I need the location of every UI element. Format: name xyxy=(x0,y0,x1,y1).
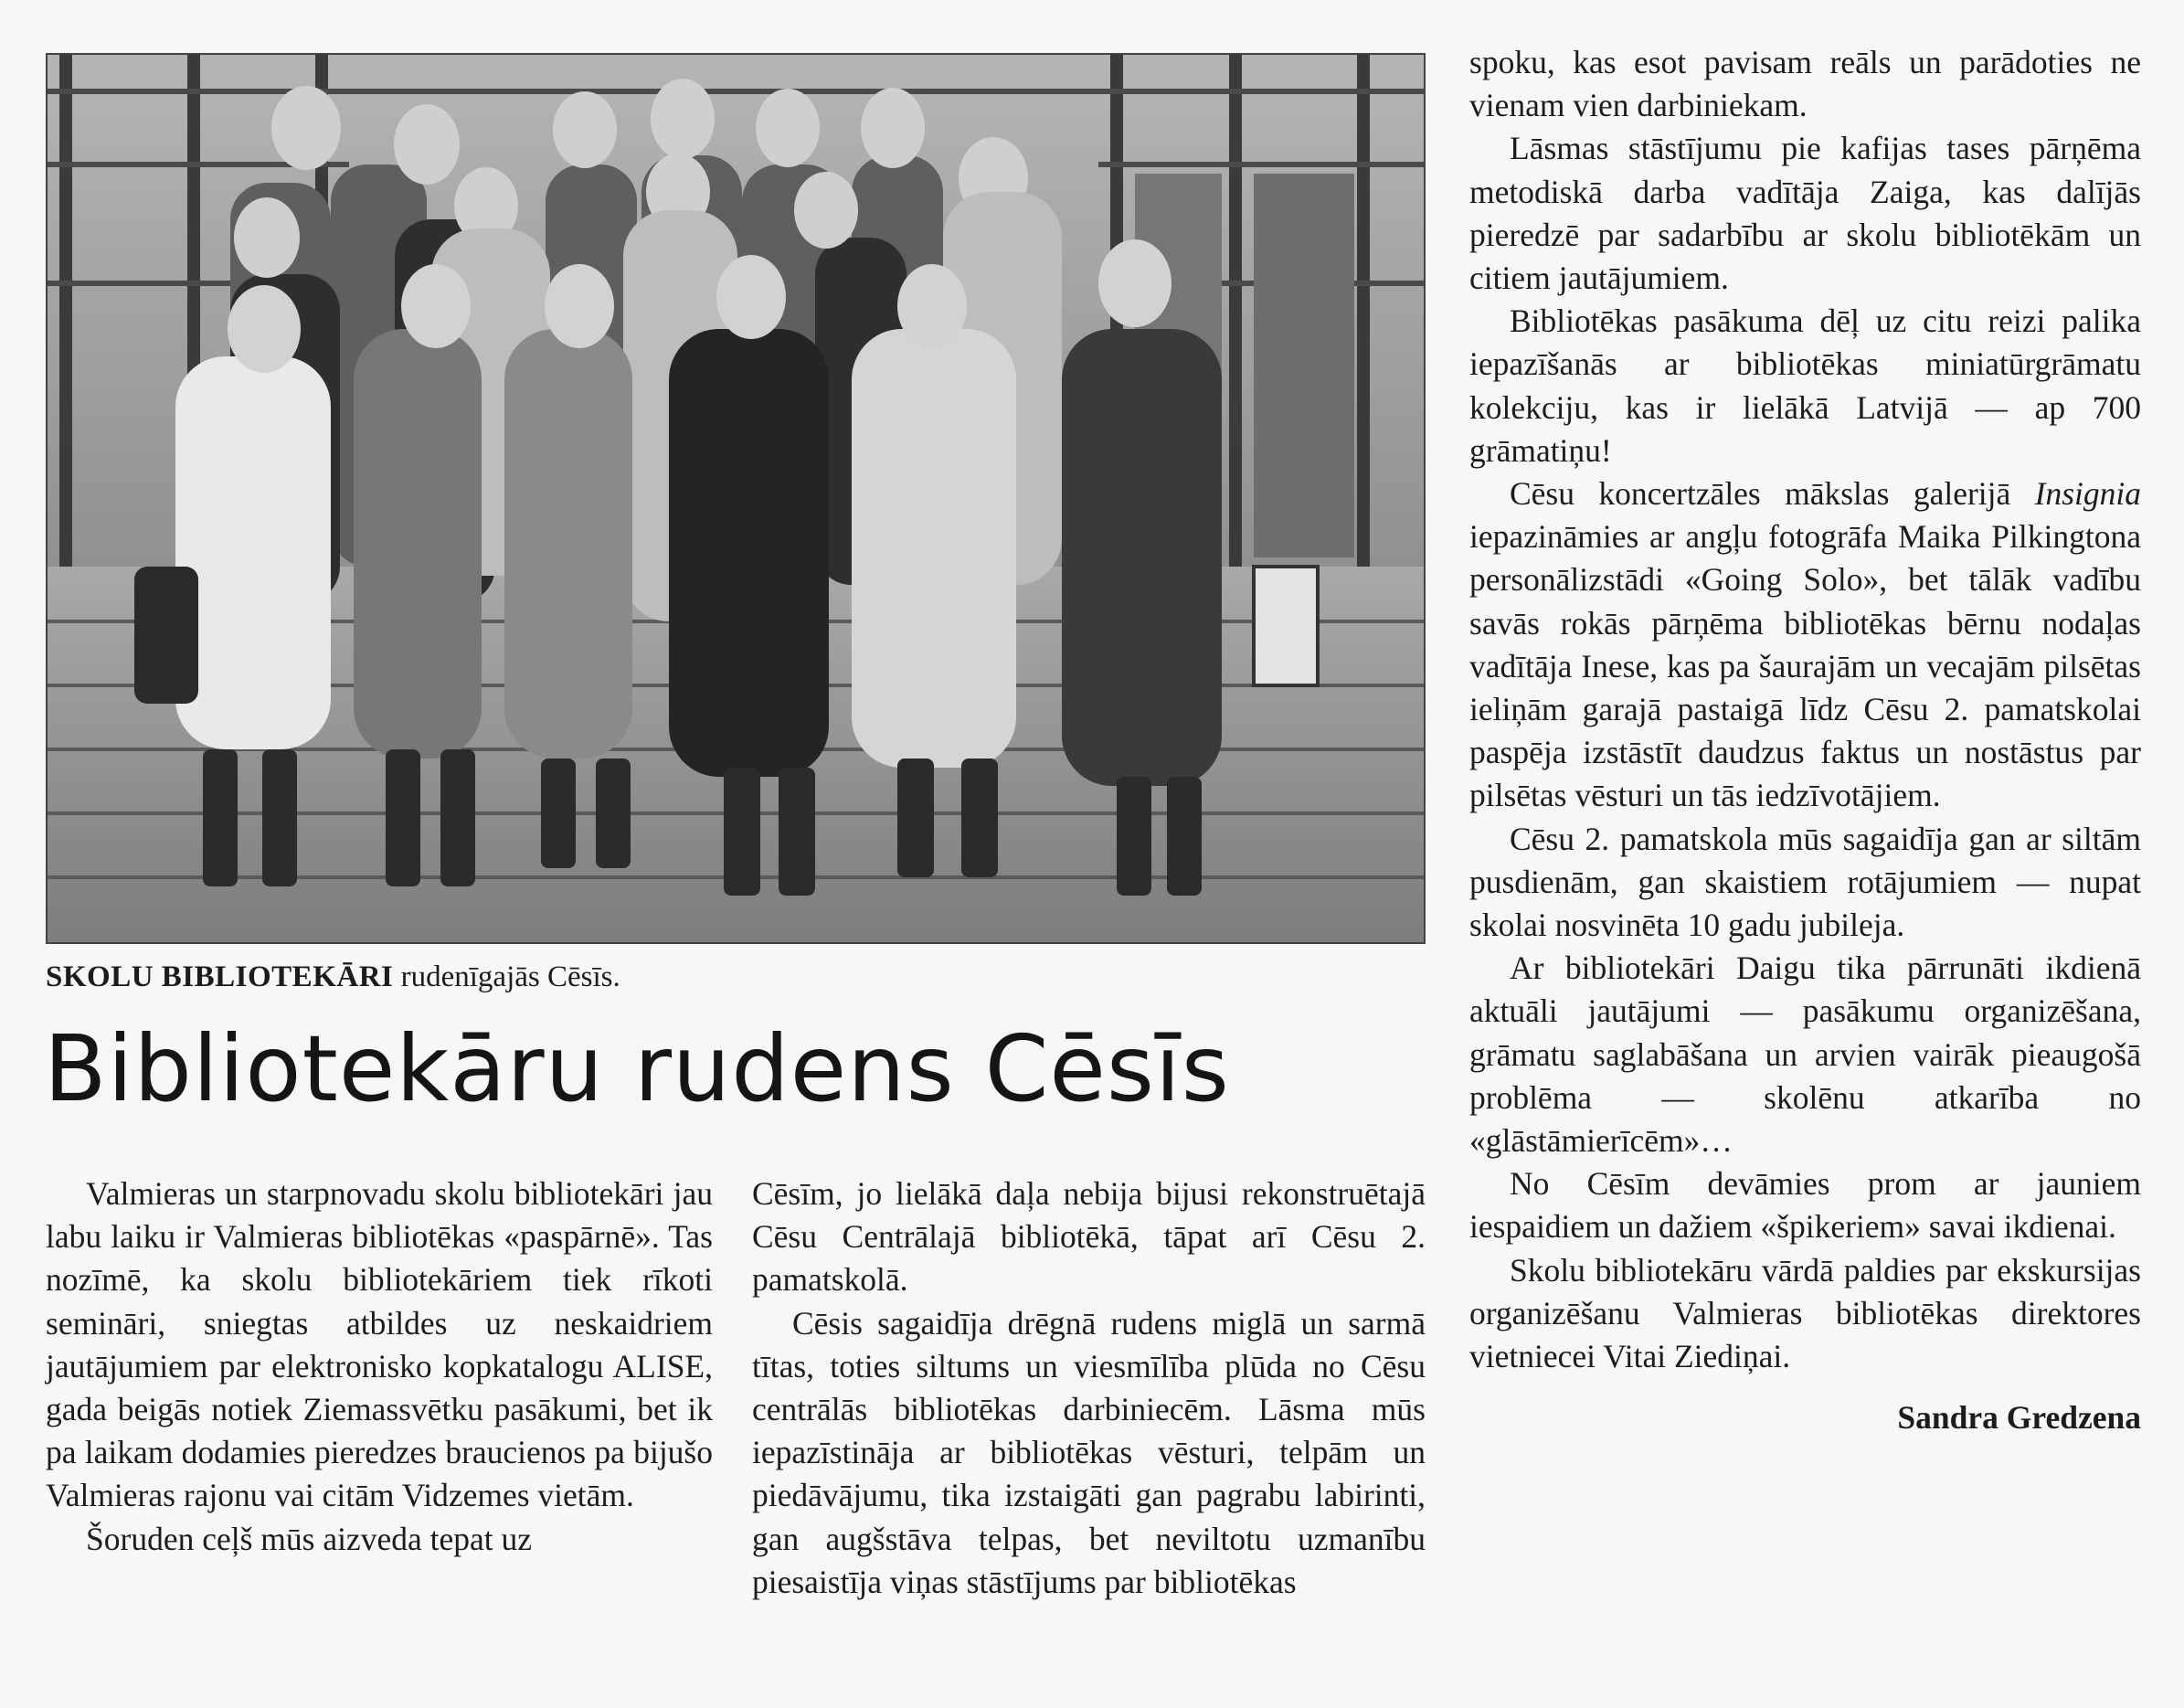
article-headline: Bibliotekāru rudens Cēsīs xyxy=(44,1015,1230,1122)
paragraph xyxy=(1469,472,2141,818)
article-column-2 xyxy=(752,1172,1426,1604)
text-span: iepazināmies ar angļu fotogrāfa Maika Pilkingtona personālizstādi «Going Solo», bet tālāk vadību savās rokās pārņēma bibliotēkas bērnu nodaļas vadītāja Inese, kas pa šaurajām un vecajām pilsētas ieliņām garajā pastaigā līdz Cēsu 2. pamatskolai paspēja izstāstīt daudzus faktus un nostāstus par pilsētas vēsturi un tās iedzīvotājiem. xyxy=(1469,518,2141,814)
paragraph: No Cēsīm devāmies prom ar jauniem iespaidiem un dažiem «špikeriem» savai ikdienai. xyxy=(1469,1165,2141,1246)
paragraph: Lāsmas stāstījumu pie kafijas tases pārņēma metodiskā darba vadītāja Zaiga, kas dalījās pieredzē par sadarbību ar skolu bibliotēkām un citiem jautājumiem. xyxy=(1469,130,2141,297)
paragraph: Cēsu 2. pamatskola mūs sagaidīja gan ar siltām pusdienām, gan skaistiem rotājumiem — nupat skolai nosvinēta 10 gadu jubileja. xyxy=(1469,820,2141,944)
author-signature: Sandra Gredzena xyxy=(1897,1399,2141,1437)
paragraph: Skolu bibliotekāru vārdā paldies par ekskursijas organizēšanu Valmieras bibliotēkas direktores vietniecei Vitai Ziediņai. xyxy=(1469,1251,2141,1375)
paragraph: Valmieras un starpnovadu skolu bibliotekāri jau labu laiku ir Valmieras bibliotēkas «paspārnē». Tas nozīmē, ka skolu bibliotekāriem tiek rīkoti semināri, sniegtas atbildes uz neskaidriem jautājumiem par elektronisko kopkatalogu ALISE, gada beigās notiek Ziemassvētku pasākumi, bet ik pa laikam dodamies pieredzes braucienos pa bijušo Valmieras rajonu vai citām Vidzemes vietām. xyxy=(46,1175,713,1514)
paragraph: Ar bibliotekāri Daigu tika pārrunāti ikdienā aktuāli jautājumi — pasākumu organizēšana, grāmatu saglabāšana un arvien vairāk pieaugošā problēma — skolēnu atkarība no «glāstāmierīcēm»… xyxy=(1469,949,2141,1160)
caption-bold: SKOLU BIBLIOTEKĀRI xyxy=(46,960,394,993)
paragraph: Cēsis sagaidīja drēgnā rudens miglā un sarmā tītas, toties siltums un viesmīlība plūda no Cēsu centrālās bibliotēkas darbiniecēm. Lāsma mūs iepazīstināja ar bibliotēkas vēsturi, telpām un piedāvājumu, tika izstaigāti gan pagrabu labirinti, gan augšstāva telpas, bet neviltotu uzmanību piesaistīja viņas stāstījums par bibliotēkas xyxy=(752,1304,1426,1600)
photo-caption xyxy=(46,957,1426,997)
article-column-1 xyxy=(46,1172,713,1561)
paragraph: spoku, kas esot pavisam reāls un parādoties ne vienam vien darbiniekam. xyxy=(1469,44,2141,124)
article-column-3 xyxy=(1469,41,2141,1440)
paragraph: Šoruden ceļš mūs aizveda tepat uz xyxy=(86,1520,532,1557)
caption-rest: rudenīgajās Cēsīs. xyxy=(393,960,620,993)
group-photo xyxy=(46,53,1426,944)
text-span: Cēsu koncertzāles mākslas galerijā xyxy=(1510,475,2035,513)
italic-title: Insignia xyxy=(2034,475,2141,513)
paragraph: Cēsīm, jo lielākā daļa nebija bijusi rekonstruētajā Cēsu Centrālajā bibliotēkā, tāpat arī Cēsu 2. pamatskolā. xyxy=(752,1175,1426,1299)
paragraph: Bibliotēkas pasākuma dēļ uz citu reizi palika iepazīšanās ar bibliotēkas miniatūrgrāmatu kolekciju, kas ir lielākā Latvijā — ap 700 grāmatiņu! xyxy=(1469,302,2141,469)
